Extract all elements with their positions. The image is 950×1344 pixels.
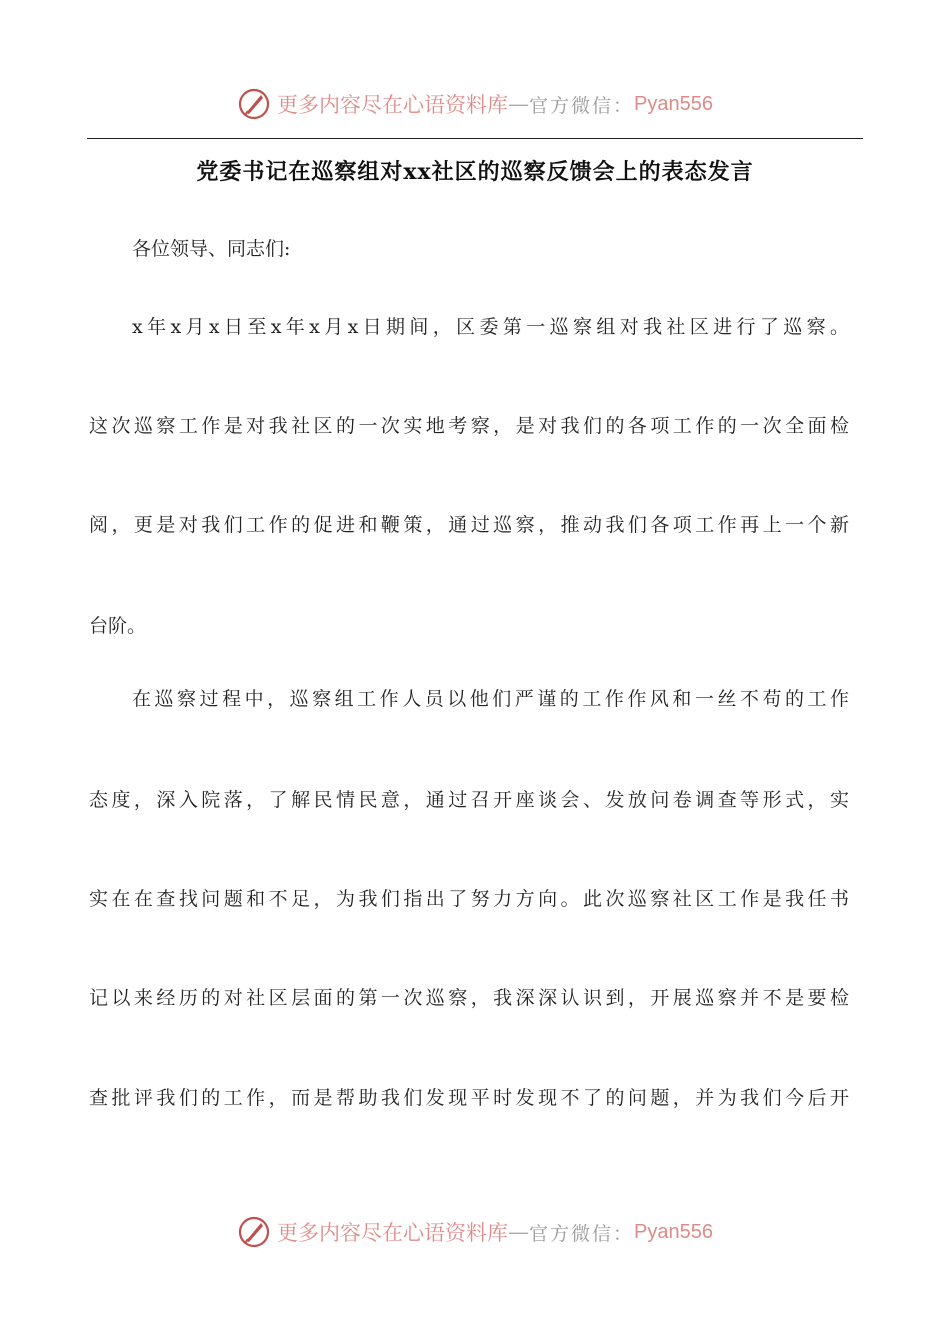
body-line: 台阶。	[89, 615, 147, 637]
banner-main-text: 更多内容尽在心语资料库	[277, 93, 508, 117]
document-title: 党委书记在巡察组对xx社区的巡察反馈会上的表态发言	[196, 159, 754, 185]
salutation: 各位领导、同志们:	[132, 238, 291, 260]
banner-wechat-label: 官方微信：	[529, 94, 635, 117]
body-line: 在巡察过程中，巡察组工作人员以他们严谨的工作作风和一丝不苟的工作	[132, 688, 849, 710]
footer-banner	[0, 1212, 950, 1252]
header-banner	[0, 84, 950, 124]
body-line: x年x月x日至x年x月x日期间，区委第一巡察组对我社区进行了巡察。	[132, 316, 849, 338]
banner-wechat-id: Pyan556	[634, 1220, 713, 1243]
body-line: 记以来经历的对社区层面的第一次巡察，我深深认识到，开展巡察并不是要检	[89, 987, 849, 1009]
header-divider	[87, 138, 863, 139]
body-line: 阅，更是对我们工作的促进和鞭策，通过巡察，推动我们各项工作再上一个新	[89, 514, 849, 536]
banner-wechat-id: Pyan556	[634, 92, 713, 115]
body-line: 态度，深入院落，了解民情民意，通过召开座谈会、发放问卷调查等形式，实	[89, 789, 849, 811]
quill-logo-icon	[237, 1215, 271, 1249]
banner-dash: —	[508, 1220, 529, 1244]
body-line: 实在在查找问题和不足，为我们指出了努力方向。此次巡察社区工作是我任书	[89, 888, 849, 910]
quill-logo-icon	[237, 87, 271, 121]
body-line: 这次巡察工作是对我社区的一次实地考察，是对我们的各项工作的一次全面检	[89, 415, 849, 437]
banner-dash: —	[508, 92, 529, 116]
body-line: 查批评我们的工作，而是帮助我们发现平时发现不了的问题，并为我们今后开	[89, 1087, 849, 1109]
banner-main-text: 更多内容尽在心语资料库	[277, 1221, 508, 1245]
banner-wechat-label: 官方微信：	[529, 1222, 635, 1245]
